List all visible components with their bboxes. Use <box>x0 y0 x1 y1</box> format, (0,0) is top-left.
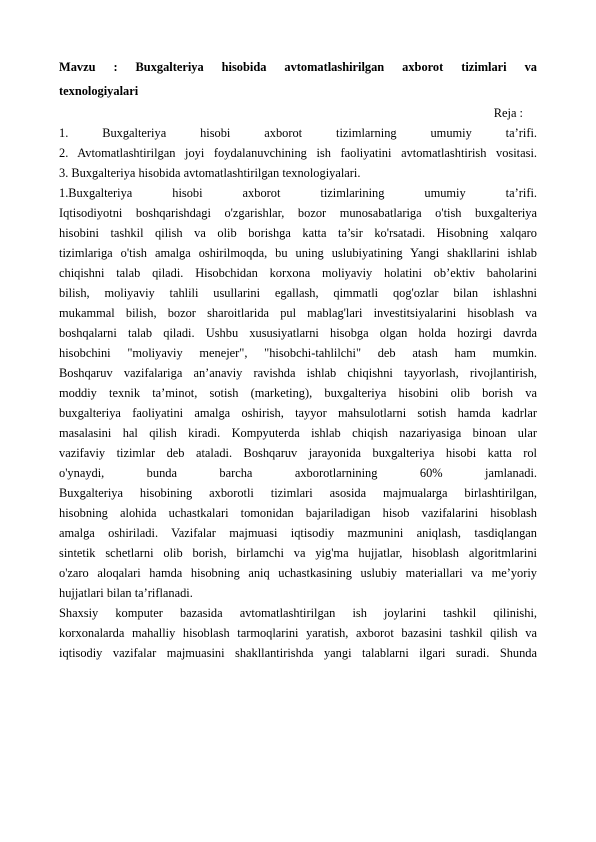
document-content <box>59 55 537 663</box>
body-line: Shaxsiy komputer bazasida avtomatlashtirilgan ish joylarini tashkil qilinishi, <box>59 606 537 620</box>
body-line: hujjatlari bilan ta’riflanadi. <box>59 586 193 600</box>
body-line: o'zaro aloqalari hamda hisobning aniq uchastkasining uslubiy materiallari va me’yoriy <box>59 566 537 580</box>
body-line: chiqishni talab qiladi. Hisobchidan korxona moliyaviy holatini ob’ektiv baholarini <box>59 266 537 280</box>
body-line: korxonalarda mahalliy hisoblash tarmoqlarini yaratish, axborot bazasini tashkil qilish va <box>59 626 537 640</box>
body-line: Buxgalteriya hisobining axborotli tizimlari asosida majmualarga birlashtirilgan, <box>59 486 537 500</box>
document-title-line-1: Mavzu : Buxgalteriya hisobida avtomatlashirilgan axborot tizimlari va <box>59 60 537 74</box>
plan-item-3: 3. Buxgalteriya hisobida avtomatlashtirilgan texnologiyalari. <box>59 166 361 180</box>
body-line: boshqalarni talab qiladi. Ushbu xususiyatlarni hisobga olgan holda hozirgi davrda <box>59 326 537 340</box>
body-line: iqtisodiy vazifalar majmuasini shakllantirishda yangi talablarni ilgari suradi. Shunda <box>59 646 537 660</box>
body-line: amalga oshiriladi. Vazifalar majmuasi iqtisodiy mazmunini aniqlash, tasdiqlangan <box>59 526 537 540</box>
document-title-line-2: texnologiyalari <box>59 84 139 98</box>
body-line: masalasini hal qilish kiradi. Kompyuterda ishlab chiqish nazariyasiga binoan ular <box>59 426 537 440</box>
body-line: bilish, moliyaviy tahlili usullarini egallash, qimmatli qog'ozlar bilan ishlashni <box>59 286 537 300</box>
body-line: tizimlariga o'tish amalga oshirilmoqda, bu uning uslubiyatining Yangi shakllarini ishlab <box>59 246 537 260</box>
section-heading: 1.Buxgalteriya hisobi axborot tizimlarining umumiy ta’rifi. <box>59 186 537 200</box>
body-line: sintetik schetlarni olib borish, birlamchi va yig'ma hujjatlar, hisoblash algoritmlarini <box>59 546 537 560</box>
body-line: hisobini tashkil qilish va olib borishga katta ta’sir ko'rsatadi. Hisobning xalqaro <box>59 226 537 240</box>
body-line: o'ynaydi, bunda barcha axborotlarnining 60% jamlanadi. <box>59 466 537 480</box>
body-line: moddiy texnik ta’minot, sotish (marketing), buxgalteriya hisobini olib borish va <box>59 386 537 400</box>
plan-item-2: 2. Avtomatlashtirilgan joyi foydalanuvchining ish faoliyatini avtomatlashtirish vositasi. <box>59 146 537 160</box>
body-line: mukammal bilish, bozor sharoitlarida pul mablag'lari investitsiyalarini hisoblash va <box>59 306 537 320</box>
body-line: hisobning alohida uchastkalari tomonidan bajariladigan hisob vazifalarini hisoblash <box>59 506 537 520</box>
body-line: buxgalteriya faoliyatini amalga oshirish, tayyor mahsulotlarni sotish hamda kadrlar <box>59 406 537 420</box>
body-line: hisobchini "moliyaviy menejer", "hisobchi-tahlilchi" deb atash ham mumkin. <box>59 346 537 360</box>
plan-item-1: 1. Buxgalteriya hisobi axborot tizimlarning umumiy ta’rifi. <box>59 126 537 140</box>
body-line: vazifaviy tizimlar deb ataladi. Boshqaruv jarayonida buxgalteriya hisobi katta rol <box>59 446 537 460</box>
body-line: Boshqaruv vazifalariga an’anaviy ravishda ishlab chiqishni tayyorlash, rivojlantirish, <box>59 366 537 380</box>
plan-label: Reja : <box>493 106 523 120</box>
body-line: Iqtisodiyotni boshqarishdagi o'zgarishlar, bozor munosabatlariga o'tish buxgalteriya <box>59 206 537 220</box>
